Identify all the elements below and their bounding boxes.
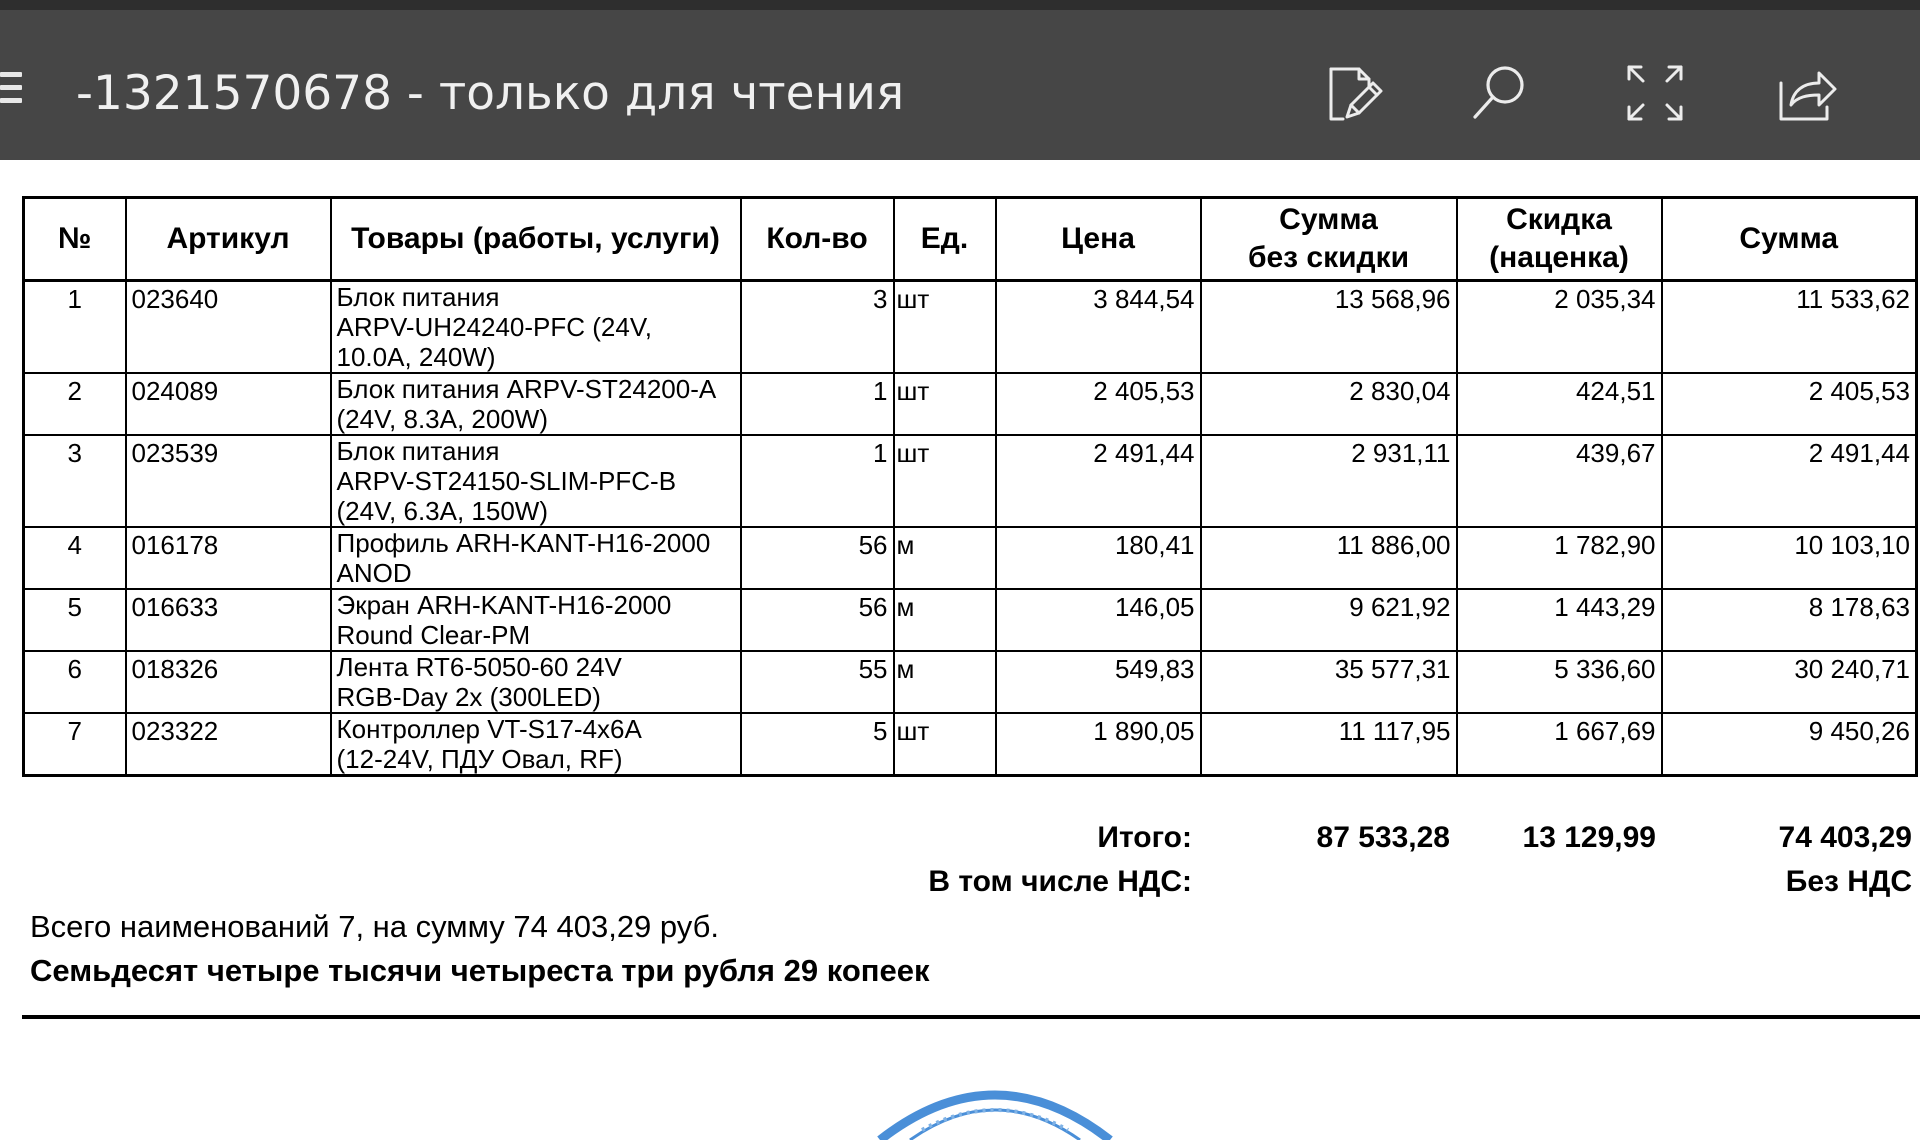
cell-article [126,713,331,776]
cell-goods [331,527,741,589]
cell-qty-text: 55 [858,654,888,684]
cell-qty [741,281,894,374]
cell-num-text: 7 [67,716,82,746]
document-page [0,160,1920,1080]
cell-unit-text: шт [896,376,930,406]
cell-sum-text: 11 533,62 [1796,284,1910,314]
vat-label: В том числе НДС: [928,865,1192,898]
cell-price-text: 549,83 [1114,654,1195,684]
cell-unit [894,435,996,527]
cell-price-text: 2 405,53 [1093,376,1195,406]
cell-price [996,713,1201,776]
cell-unit [894,651,996,713]
cell-discount-text: 1 667,69 [1554,716,1656,746]
cell-price [996,527,1201,589]
cell-num [24,589,126,651]
cell-goods-line: Round Clear-PM [336,620,531,650]
cell-article [126,589,331,651]
cell-sum-no-discount [1201,281,1457,374]
cell-qty [741,527,894,589]
col-header-qty: Кол-во [741,198,894,281]
cell-goods-line: Блок питания [336,282,500,312]
cell-qty-text: 56 [858,592,888,622]
cell-sum [1662,435,1917,527]
totals-sum-no-discount: 87 533,28 [1316,821,1450,854]
cell-goods-line: RGB-Day 2x (300LED) [336,682,601,712]
document-title: -1321570678 - только для чтения [76,66,905,121]
col-header-sum-no-discount-line1: Сумма [1279,203,1378,236]
cell-article [126,435,331,527]
table-row [24,589,1917,651]
cell-price [996,281,1201,374]
cell-sum [1662,589,1917,651]
cell-qty-text: 3 [873,284,888,314]
cell-article-text: 023539 [131,438,219,468]
cell-goods-line: ARPV-UH24240-PFC (24V, [336,312,653,342]
cell-qty [741,589,894,651]
cell-unit-text: шт [896,284,930,314]
cell-unit [894,373,996,435]
cell-price-text: 3 844,54 [1093,284,1195,314]
cell-price [996,435,1201,527]
totals-sum: 74 403,29 [1778,821,1912,854]
cell-unit-text: м [896,654,915,684]
totals-discount: 13 129,99 [1522,821,1656,854]
col-header-price: Цена [996,198,1201,281]
cell-unit-text: м [896,592,915,622]
cell-price-text: 146,05 [1114,592,1195,622]
cell-sum-no-discount-text: 11 117,95 [1338,716,1451,746]
summary-count-line: Всего наименований 7, на сумму 74 403,29 руб. [30,909,720,944]
col-header-sum-no-discount [1201,198,1457,281]
col-header-article: Артикул [126,198,331,281]
cell-goods-line: Блок питания [336,436,500,466]
cell-unit [894,589,996,651]
cell-article-text: 023640 [131,284,219,314]
cell-qty-text: 5 [873,716,888,746]
edit-icon[interactable] [1320,60,1386,126]
stamp-seal [860,1050,1130,1140]
cell-sum [1662,373,1917,435]
vat-value: Без НДС [1785,865,1912,898]
cell-unit [894,713,996,776]
col-header-unit: Ед. [894,198,996,281]
cell-num [24,713,126,776]
cell-num-text: 2 [67,376,82,406]
cell-discount [1457,373,1662,435]
cell-price [996,651,1201,713]
cell-qty-text: 1 [873,376,888,406]
cell-unit-text: м [896,530,915,560]
cell-article [126,527,331,589]
menu-icon[interactable] [0,72,26,110]
table-row [24,527,1917,589]
cell-discount-text: 439,67 [1575,438,1656,468]
cell-qty-text: 56 [858,530,888,560]
top-strip [0,0,1920,10]
cell-discount-text: 1 782,90 [1554,530,1656,560]
cell-goods [331,713,741,776]
cell-goods-line: Блок питания ARPV-ST24200-A [336,374,717,404]
col-header-goods: Товары (работы, услуги) [331,198,741,281]
cell-goods-line: Контроллер VT-S17-4x6A [336,714,642,744]
table-row [24,281,1917,374]
cell-num-text: 1 [67,284,82,314]
cell-discount [1457,651,1662,713]
table-row [24,373,1917,435]
cell-article-text: 023322 [131,716,219,746]
col-header-discount [1457,198,1662,281]
cell-qty [741,373,894,435]
cell-sum [1662,713,1917,776]
cell-sum-text: 9 450,26 [1808,716,1910,746]
cell-goods-line: ANOD [336,558,412,588]
cell-sum [1662,281,1917,374]
col-header-discount-line2: (наценка) [1489,241,1629,274]
cell-article-text: 024089 [131,376,219,406]
cell-sum-no-discount [1201,527,1457,589]
cell-unit [894,527,996,589]
cell-num [24,435,126,527]
cell-sum-no-discount-text: 2 830,04 [1349,376,1451,406]
cell-goods [331,281,741,374]
table-row [24,713,1917,776]
cell-sum-no-discount [1201,435,1457,527]
cell-sum-no-discount-text: 35 577,31 [1334,654,1451,684]
col-header-num: № [24,198,126,281]
cell-sum-no-discount-text: 13 568,96 [1334,284,1451,314]
cell-discount [1457,713,1662,776]
cell-article [126,651,331,713]
cell-goods-line: (12-24V, ПДУ Овал, RF) [336,744,623,774]
cell-discount-text: 2 035,34 [1554,284,1656,314]
table-row [24,651,1917,713]
cell-price-text: 180,41 [1114,530,1195,560]
search-icon[interactable] [1466,60,1532,126]
cell-discount [1457,435,1662,527]
cell-sum-no-discount [1201,373,1457,435]
cell-discount [1457,281,1662,374]
cell-num [24,651,126,713]
cell-num [24,373,126,435]
cell-num-text: 3 [67,438,82,468]
app-bar [0,10,1920,160]
cell-goods-line: (24V, 8.3A, 200W) [336,404,548,434]
cell-goods [331,589,741,651]
col-header-sum-no-discount-line2: без скидки [1247,241,1410,274]
cell-article-text: 018326 [131,654,219,684]
cell-discount [1457,527,1662,589]
cell-sum [1662,651,1917,713]
cell-article-text: 016178 [131,530,219,560]
cell-discount-text: 424,51 [1575,376,1656,406]
cell-sum-text: 30 240,71 [1794,654,1910,684]
cell-qty-text: 1 [873,438,888,468]
cell-article-text: 016633 [131,592,219,622]
cell-num-text: 6 [67,654,82,684]
share-icon[interactable] [1774,60,1840,126]
cell-sum-no-discount-text: 11 886,00 [1336,530,1451,560]
cell-sum-no-discount-text: 2 931,11 [1351,438,1451,468]
cell-goods-line: ARPV-ST24150-SLIM-PFC-B [336,466,677,496]
cell-sum-no-discount [1201,713,1457,776]
cell-num [24,527,126,589]
col-header-discount-line1: Скидка [1506,203,1612,236]
cell-qty [741,713,894,776]
col-header-sum: Сумма [1662,198,1917,281]
cell-sum-no-discount-text: 9 621,92 [1349,592,1451,622]
cell-discount-text: 1 443,29 [1554,592,1656,622]
cell-sum-text: 10 103,10 [1794,530,1910,560]
cell-discount [1457,589,1662,651]
cell-sum-text: 2 491,44 [1808,438,1910,468]
cell-goods-line: Лента RT6-5050-60 24V [336,652,622,682]
cell-goods [331,373,741,435]
totals-label: Итого: [1097,821,1192,854]
cell-num-text: 4 [67,530,82,560]
cell-qty [741,435,894,527]
cell-unit-text: шт [896,716,930,746]
cell-goods [331,435,741,527]
table-row [24,435,1917,527]
cell-num-text: 5 [67,592,82,622]
cell-sum-text: 2 405,53 [1808,376,1910,406]
cell-sum-no-discount [1201,651,1457,713]
cell-sum [1662,527,1917,589]
cell-goods-line: 10.0A, 240W) [336,342,496,372]
fullscreen-icon[interactable] [1622,60,1688,126]
cell-price [996,589,1201,651]
cell-unit [894,281,996,374]
cell-sum-no-discount [1201,589,1457,651]
cell-sum-text: 8 178,63 [1808,592,1910,622]
cell-discount-text: 5 336,60 [1554,654,1656,684]
divider-rule [22,1015,1920,1019]
table-header-row [24,198,1917,281]
cell-qty [741,651,894,713]
cell-goods-line: (24V, 6.3A, 150W) [336,496,548,526]
cell-price [996,373,1201,435]
cell-goods [331,651,741,713]
invoice-table [22,196,1918,777]
cell-price-text: 2 491,44 [1093,438,1195,468]
cell-price-text: 1 890,05 [1093,716,1195,746]
cell-article [126,373,331,435]
cell-goods-line: Профиль ARH-KANT-H16-2000 [336,528,711,558]
cell-goods-line: Экран ARH-KANT-H16-2000 [336,590,672,620]
cell-num [24,281,126,374]
cell-article [126,281,331,374]
cell-unit-text: шт [896,438,930,468]
summary-amount-in-words: Семьдесят четыре тысячи четыреста три рубля 29 копеек [30,953,930,988]
